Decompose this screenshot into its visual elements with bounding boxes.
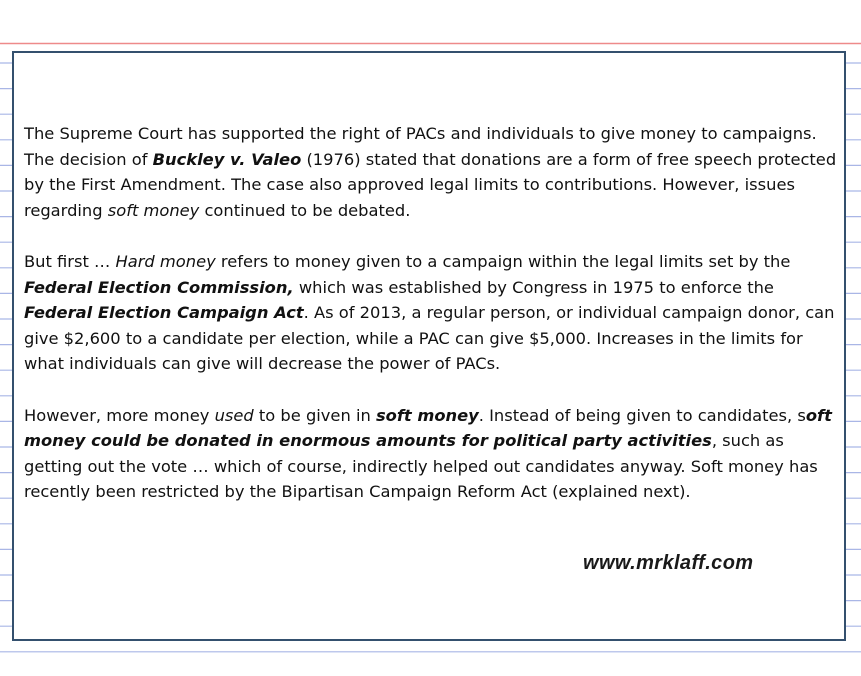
term-fec: Federal Election Commission, xyxy=(24,277,294,297)
term-soft-money-bold: soft money xyxy=(375,405,479,425)
term-feca: Federal Election Campaign Act xyxy=(24,303,304,323)
soft-money-emphasis: oft money could be donated in enormous amounts for political party activities xyxy=(24,405,832,451)
content-card xyxy=(12,51,846,641)
paragraph-supreme-court: The Supreme Court has supported the right of PACs and individuals to give money to campaigns. The decision of Buckley v. Valeo (1976) stated that donations are a form of free speech protected by the First Amendment. The case also approved legal limits to contributions. However, issues regarding soft money continued to be debated. xyxy=(24,124,837,220)
text-body xyxy=(24,121,844,531)
term-soft-money: soft money xyxy=(107,200,200,220)
term-hard-money: Hard money xyxy=(115,251,216,271)
paragraph-soft-money: However, more money used to be given in soft money. Instead of being given to candidates, soft money could be donated in enormous amounts for political party activities, such as getting out the vote … which of course, indirectly helped out candidates anyway. Soft money has recently been restricted by the Bipartisan Campaign Reform Act (explained next). xyxy=(24,405,832,502)
case-name: Buckley v. Valeo xyxy=(152,149,302,169)
word-used: used xyxy=(214,405,254,425)
website-watermark: www.mrklaff.com xyxy=(583,552,754,574)
paragraph-hard-money: But first … Hard money refers to money given to a campaign within the legal limits set by the Federal Election Commission, which was established by Congress in 1975 to enforce the Federal Election Campaign Act. As of 2013, a regular person, or individual campaign donor, can give $2,600 to a candidate per election, while a PAC can give $5,000. Increases in the limits for what individuals can give will decrease the power of PACs. xyxy=(24,251,835,374)
